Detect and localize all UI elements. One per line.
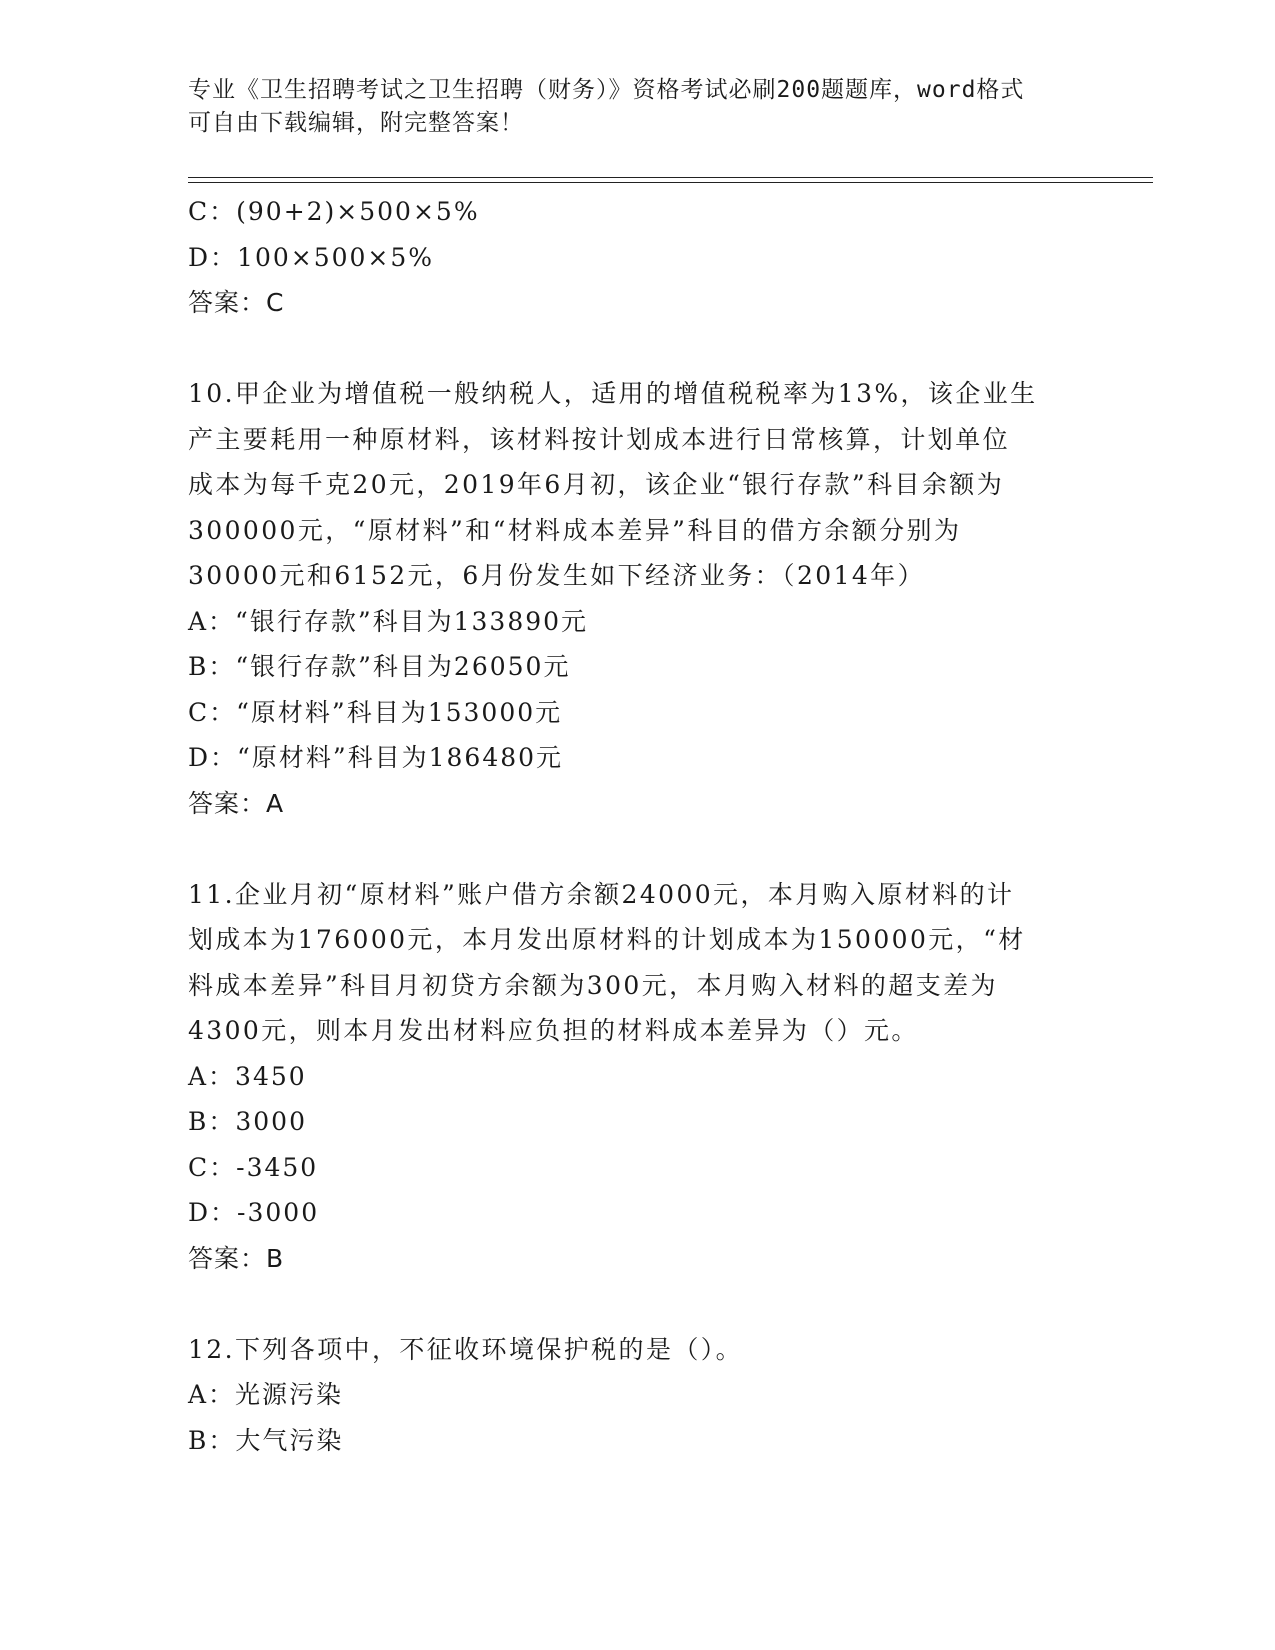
option-a: A：光源污染 [188,1380,344,1409]
answer-line: 答案：B [188,1243,285,1273]
stem-line: 产主要耗用一种原材料，该材料按计划成本进行日常核算，计划单位 [188,424,1011,454]
stem-line: 4300元，则本月发出材料应负担的材料成本差异为（）元。 [188,1016,919,1045]
option-d: D：“原材料”科目为186480元 [188,743,564,772]
stem-line: 划成本为176000元，本月发出原材料的计划成本为150000元，“材 [188,925,1026,954]
option-a: A：3450 [188,1061,307,1091]
question-11 [188,872,1088,1282]
option-c: C：-3450 [188,1152,319,1182]
question-stem [188,371,1088,599]
option-b: B：大气污染 [188,1425,344,1455]
stem-line: 11.企业月初“原材料”账户借方余额24000元，本月购入原材料的计 [188,879,1015,909]
option-d: D：-3000 [188,1198,320,1227]
page-header [188,74,1068,140]
header-title-line-1: 专业《卫生招聘考试之卫生招聘（财务）》资格考试必刷200题题库，word格式 [188,77,1025,103]
option-c: C：“原材料”科目为153000元 [188,697,563,727]
document-body [188,189,1088,1463]
header-divider [188,177,1153,183]
answer-line: 答案：A [188,788,285,818]
stem-line: 成本为每千克20元，2019年6月初，该企业“银行存款”科目余额为 [188,470,1005,499]
stem-line: 12.下列各项中，不征收环境保护税的是（）。 [188,1334,744,1364]
question-9-continuation [188,189,1088,326]
option-a: A：“银行存款”科目为133890元 [188,606,589,636]
option-b: B：3000 [188,1107,307,1136]
stem-line: 300000元，“原材料”和“材料成本差异”科目的借方余额分别为 [188,515,962,545]
question-stem [188,1327,1088,1373]
stem-line: 30000元和6152元，6月份发生如下经济业务：（2014年） [188,561,925,590]
header-title-line-2: 可自由下载编辑，附完整答案！ [188,110,524,136]
option-d: D：100×500×5% [188,242,435,272]
stem-line: 料成本差异”科目月初贷方余额为300元，本月购入材料的超支差为 [188,970,998,1000]
question-stem [188,872,1088,1054]
option-c: C：(90+2)×500×5% [188,197,480,226]
stem-line: 10.甲企业为增值税一般纳税人，适用的增值税税率为13%，该企业生 [188,379,1038,408]
question-10 [188,371,1088,826]
option-b: B：“银行存款”科目为26050元 [188,652,571,681]
answer-line: 答案：C [188,288,285,317]
question-12 [188,1327,1088,1464]
